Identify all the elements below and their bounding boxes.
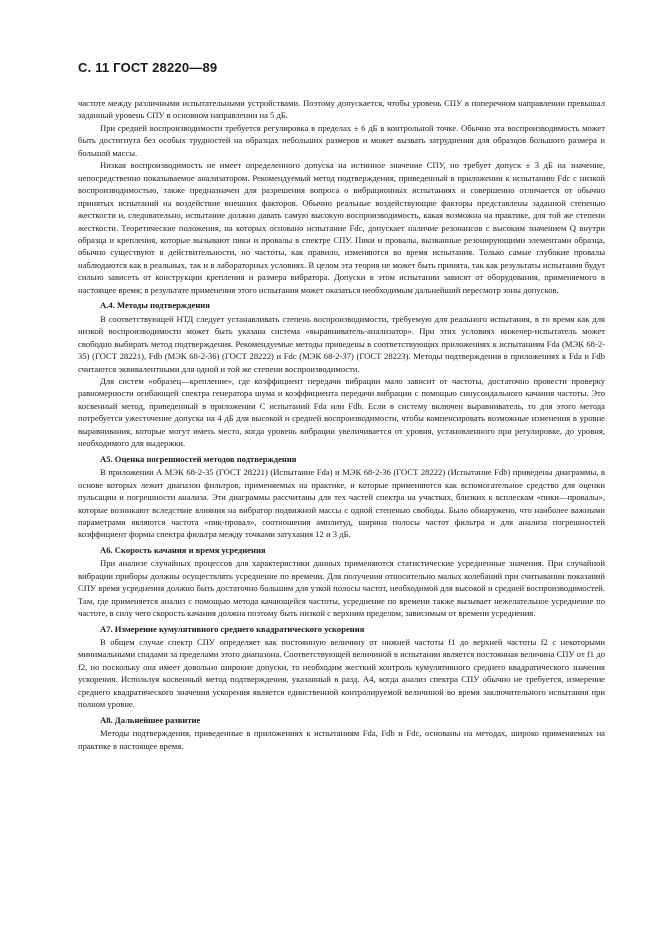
document-body (78, 97, 605, 752)
document-page (78, 60, 605, 752)
paragraph: При средней воспроизводимости требуется регулировка в пределах ± 6 дБ в контрольной точке. Обычно эта воспроизводимость может быть достигнута без особых трудностей на образцах небольших размеров и может вызвать затруднения для образцов большого размера и большой массы. (78, 122, 605, 158)
paragraph: В общем случае спектр СПУ определяет как постоянную величину от нижней частоты f1 до верхней частоты f2 с некоторыми минимальными спадами за пределами этого диапазона. Соответствующей величиной в испытании является постоянная величина СПУ от f1 до f2, но поскольку она имеет довольно широкие допуски, то необходим жесткий контроль кумулятивного среднего квадратического значения ускорения. Используя косвенный метод подтверждения, указанный в разд. А4, когда анализ спектра СПУ обычно не требуется, измерение среднего квадратического значения ускорения является единственной контролируемой величиной во время заключительного испытания при полном уровне. (78, 637, 605, 710)
paragraph: В соответствующей НТД следует устанавливать степень воспроизводимости, требуемую для реального испытания, в то время как для низкой воспроизводимости может быть указана система «выравниватель-анализатор». При этих условиях инженер-испытатель может свободно выбирать метод подтверждения. Рекомендуемые методы приведены в соответствующих приложениях к испытаниям Fda (МЭК 68-2-35) (ГОСТ 28221), Fdb (МЭК 68-2-36) (ГОСТ 28222) и Fdc (МЭК 68-2-37) (ГОСТ 28223). Методы подтверждения в приложениях к Fda и Fdb считаются эквивалентными для одной и той же степени воспроизводимости. (78, 313, 605, 374)
section-heading: А.4. Методы подтверждения (100, 300, 210, 311)
paragraph: При анализе случайных процессов для характеристики данных применяются статистические усредненные значения. При случайной вибрации приборы должны осуществлять усреднение по времени. Для получения относительно малых колебаний при считывании показаний СПУ время усреднения должно быть достаточно большим для узкой полосы частот, необходимой для высокой и средней воспроизводимостей. Там, где применяется анализ с помощью метода качающейся частоты, усреднение по времени также вызывает нежелательное усреднение по частоте, в силу чего скорость качания должна поэтому быть низкой с верхним пределом, зависимым от времени усреднения. (78, 558, 605, 619)
section-heading: А7. Измерение кумулятивного среднего квадратического ускорения (100, 623, 365, 634)
paragraph: Для систем «образец—крепление», где коэффициент передачи вибрации мало зависит от частоты, достаточно провести проверку равномерности огибающей спектра генератора шума и коэффициента передачи вибрации с помощью синусоидального качания частоты. Это косвенный метод, приведенный в приложении С испытаний Fda или Fdb. Если в систему включен выравниватель, то для этого метода потребуется ужесточение допуска на 4 дБ для высокой и средней воспроизводимости, чтобы компенсировать возможные изменения в уровне выравнивания, которые могут иметь место, когда уровень вибрации увеличивается от уровня, установленного при регулировке, до уровня, необходимого для выдержки. (78, 375, 605, 449)
paragraph: Методы подтверждения, приведенные в приложениях к испытаниям Fda, Fdb и Fdc, основаны на методах, широко применяемых на практике в настоящее время. (78, 728, 605, 751)
paragraph: В приложении А МЭК 68-2-35 (ГОСТ 28221) (Испытание Fda) и МЭК 68-2-36 (ГОСТ 28222) (Испытание Fdb) приведены диаграммы, в основе которых лежит диапазон фильтров, применяемых на практике, и которые применяются как вспомогательное средство для оценки пульсации и погрешности анализа. Эти диаграммы рассчитаны для тех частей спектра на участках, близких к всплескам «пики—провалы», которые возникают вследствие влияния на вибратор подвижной массы с одной степенью свободы. Было обнаружено, что наиболее важными параметрами являются частота «пик-провал», соотношения амплитуд, ширина полосы частот фильтра и для анализа погрешностей коэффициент формы спектра фильтра между точками затухания 12 и 3 дБ. (78, 467, 605, 540)
paragraph: частоте между различными испытательными устройствами. Поэтому допускается, чтобы уровень СПУ в поперечном направлении превышал заданный уровень СПУ в основном направлении на 5 дБ. (78, 98, 605, 121)
section-heading: А6. Скорость качания и время усреднения (100, 544, 266, 555)
section-heading: А8. Дальнейшее развитие (100, 714, 201, 725)
section-heading: А5. Оценка погрешностей методов подтверждения (100, 453, 297, 464)
paragraph: Низкая воспроизводимость не имеет определенного допуска на истинное значение СПУ, но требует допуск ± 3 дБ на значение, непосредственно показываемое анализатором. Рекомендуемый метод подтверждения, приведенный в приложении к испытанию Fdc с низкой воспроизводимостью, также предназначен для разрешения вопроса о вибрационных испытаниях и совершенно отличается от обычно принятых испытаний на воздействие внешних факторов. Обычно реальные воздействующие факторы представлены заданной степенью жесткости и, следовательно, испытание должно давать самую высокую воспроизводимость, какая возможна на практике, для той же степени жесткости. Теоретические положения, на которых основано испытание Fdc, допускает наличие резонансов с высоким значением Q внутри образца и крепления, которые вызывают пики и провалы в спектре СПУ. Пики и провалы, вызванные резонирующими элементами образца, обычно существуют в действительности, но частоты, как правило, изменяются во время испытания. Только самые глубокие провалы наблюдаются как в реальных, так и в лабораторных условиях. В целом эта теория не может быть принята, так как результаты испытания будут сильно зависеть от конструкции крепления и размера вибратора. Допуски в этом испытании зависят от оборудования, применяемого в настоящее время; в результате применения этого испытания может оказаться необходимым дальнейший пересмотр зоны допусков. (78, 160, 605, 295)
page-header: С. 11 ГОСТ 28220—89 (78, 60, 218, 75)
